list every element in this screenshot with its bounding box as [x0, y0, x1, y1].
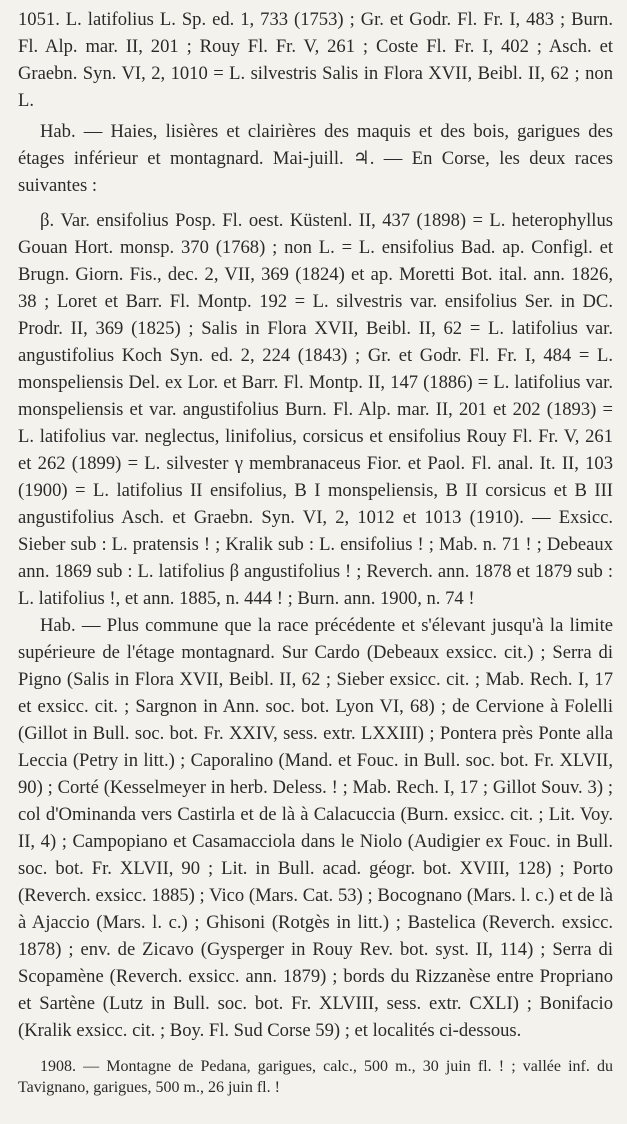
- variety-ensifolius-paragraph: β. Var. ensifolius Posp. Fl. oest. Küstenl. II, 437 (1898) = L. heterophyllus Gouan Hort. monsp. 370 (1768) ; non L. = L. ensifolius Bad. ap. Configl. et Brugn. Giorn. Fis., dec. 2, VII, 369 (1824) et ap. Moretti Bot. ital. ann. 1826, 38 ; Loret et Barr. Fl. Montp. 192 = L. silvestris var. ensifolius Ser. in DC. Prodr. II, 369 (1825) ; Salis in Flora XVII, Beibl. II, 62 = L. latifolius var. angustifolius Koch Syn. ed. 2, 224 (1843) ; Gr. et Godr. Fl. Fr. I, 484 = L. monspeliensis Del. ex Lor. et Barr. Fl. Montp. II, 147 (1886) = L. latifolius var. monspeliensis et var. angustifolius Burn. Fl. Alp. mar. II, 201 et 202 (1893) = L. latifolius var. neglectus, linifolius, corsicus et ensifolius Rouy Fl. Fr. V, 261 et 262 (1899) = L. silvester γ membranaceus Fior. et Paol. Fl. anal. It. II, 103 (1900) = L. latifolius II ensifolius, B I monspeliensis, B II corsicus et B III angustifolius Asch. et Graebn. Syn. VI, 2, 1012 et 1013 (1910). — Exsicc. Sieber sub : L. pratensis ! ; Kralik sub : L. ensifolius ! ; Mab. n. 71 ! ; Debeaux ann. 1869 sub : L. latifolius β angustifolius ! ; Reverch. ann. 1878 et 1879 sub : L. latifolius !, et ann. 1885, n. 444 ! ; Burn. ann. 1900, n. 74 !: [18, 210, 613, 609]
- habitat-localities-paragraph: Hab. — Plus commune que la race précédente et s'élevant jusqu'à la limite supérieure de l'étage montagnard. Sur Cardo (Debeaux exsicc. cit.) ; Serra di Pigno (Salis in Flora XVII, Beibl. II, 62 ; Sieber exsicc. cit. ; Mab. Rech. I, 17 et exsicc. cit. ; Sargnon in Ann. soc. bot. Lyon VI, 68) ; de Cervione à Folelli (Gillot in Bull. soc. bot. Fr. XXIV, sess. extr. LXXIII) ; Pontera près Ponte alla Leccia (Petry in litt.) ; Caporalino (Mand. et Fouc. in Bull. soc. bot. Fr. XLVII, 90) ; Corté (Kesselmeyer in herb. Deless. ! ; Mab. Rech. I, 17 ; Gillot Souv. 3) ; col d'Ominanda vers Castirla et de là à Calacuccia (Burn. exsicc. cit. ; Lit. Voy. II, 4) ; Campopiano et Casamacciola dans le Niolo (Audigier ex Fouc. in Bull. soc. bot. Fr. XLVII, 90 ; Lit. in Bull. acad. géogr. bot. XVIII, 128) ; Porto (Reverch. exsicc. 1885) ; Vico (Mars. Cat. 53) ; Bocognano (Mars. l. c.) et de là à Ajaccio (Mars. l. c.) ; Ghisoni (Rotgès in litt.) ; Bastelica (Reverch. exsicc. 1878) ; env. de Zicavo (Gysperger in Rouy Rev. bot. syst. II, 114) ; Serra di Scopamène (Reverch. exsicc. ann. 1879) ; bords du Rizzanèse entre Propriano et Sartène (Lutz in Bull. soc. bot. Fr. XLVIII, sess. extr. CXLI) ; Bonifacio (Kralik exsicc. cit. ; Boy. Fl. Sud Corse 59) ; et localités ci-dessous.: [18, 615, 613, 1041]
- habitat-paragraph: Hab. — Haies, lisières et clairières des maquis et des bois, garigues des étages inférieur et montagnard. Mai-juill. ♃. — En Corse, les deux races suivantes :: [18, 121, 613, 196]
- collection-note-1908: 1908. — Montagne de Pedana, garigues, calc., 500 m., 30 juin fl. ! ; vallée inf. du Tavignano, garigues, 500 m., 26 juin fl. !: [18, 1058, 613, 1096]
- entry-1051-paragraph: 1051. L. latifolius L. Sp. ed. 1, 733 (1753) ; Gr. et Godr. Fl. Fr. I, 483 ; Burn. Fl. Alp. mar. II, 201 ; Rouy Fl. Fr. V, 261 ; Coste Fl. Fr. I, 402 ; Asch. et Graebn. Syn. VI, 2, 1010 = L. silvestris Salis in Flora XVII, Beibl. II, 62 ; non L.: [18, 9, 613, 111]
